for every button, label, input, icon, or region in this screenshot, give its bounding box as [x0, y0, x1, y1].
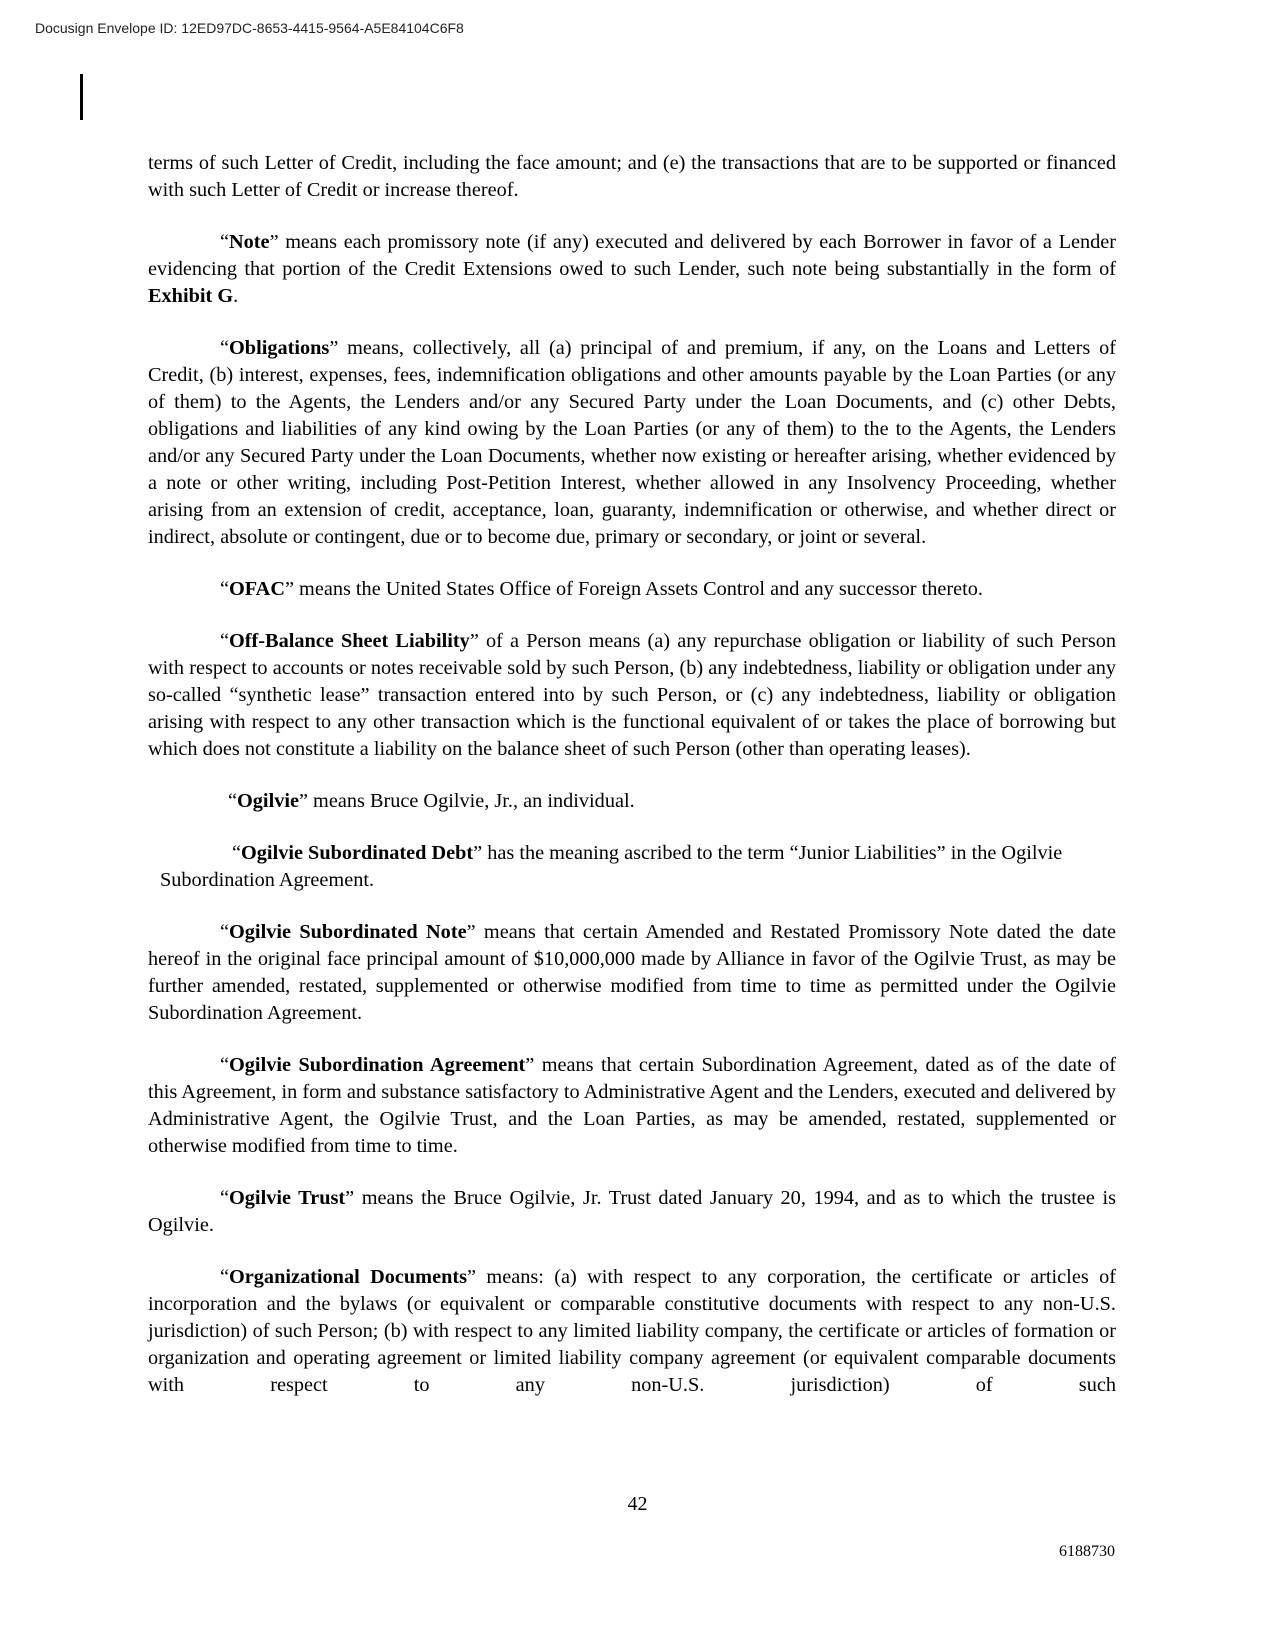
open-quote: “	[220, 1187, 230, 1209]
open-quote: “	[220, 231, 230, 253]
defined-term: Ogilvie	[237, 790, 299, 812]
document-body	[148, 150, 1116, 1399]
definition-text: ” means the United States Office of Foreign Assets Control and any successor thereto.	[284, 578, 984, 600]
defined-term: Note	[229, 231, 270, 253]
definition-ogilvie-subordinated-note	[148, 919, 1116, 1027]
defined-term: Ogilvie Subordination Agreement	[229, 1054, 526, 1076]
open-quote: “	[220, 1266, 230, 1288]
definition-obligations	[148, 335, 1116, 551]
defined-term: Off-Balance Sheet Liability	[229, 630, 470, 652]
definition-text: ” means: (a) with respect to any corporation, the certificate or articles of incorporation and the bylaws (or equivalent or comparable constitutive documents with respect to any non-U.S. jurisdiction) of such Person; (b) with respect to any limited liability company, the certificate or articles of formation or organization and operating agreement or limited liability company agreement (or equivalent comparable documents with respect to any non-U.S. jurisdiction) of such	[148, 1266, 1117, 1396]
definition-text: ” means that certain Subordination Agreement, dated as of the date of this Agreement, in form and substance satisfactory to Administrative Agent and the Lenders, executed and delivered by Administrative Agent, the Ogilvie Trust, and the Loan Parties, as may be amended, restated, supplemented or otherwise modified from time to time.	[148, 1054, 1116, 1157]
paragraph-text: terms of such Letter of Credit, including the face amount; and (e) the transactions that are to be supported or financed with such Letter of Credit or increase thereof.	[148, 152, 1116, 201]
definition-text: ” means, collectively, all (a) principal of and premium, if any, on the Loans and Letters of Credit, (b) interest, expenses, fees, indemnification obligations and other amounts payable by the Loan Parties (or any of them) to the Agents, the Lenders and/or any Secured Party under the Loan Documents, and (c) other Debts, obligations and liabilities of any kind owing by the Loan Parties (or any of them) to the to the Agents, the Lenders and/or any Secured Party under the Loan Documents, whether now existing or hereafter arising, whether evidenced by a note or other writing, including Post-Petition Interest, whether allowed in any Insolvency Proceeding, whether arising from an extension of credit, acceptance, loan, guaranty, indemnification or otherwise, and whether direct or indirect, absolute or contingent, due or to become due, primary or secondary, or joint or several.	[148, 337, 1116, 548]
open-quote: “	[220, 921, 230, 943]
definition-text: ” has the meaning ascribed to the term “Junior Liabilities” in the Ogilvie Subordination Agreement.	[160, 842, 1063, 891]
definition-ogilvie	[148, 788, 1116, 815]
open-quote: “	[220, 337, 230, 359]
docusign-envelope-id: Docusign Envelope ID: 12ED97DC-8653-4415-9564-A5E84104C6F8	[35, 20, 464, 36]
open-quote: “	[232, 842, 242, 864]
definition-text: ” means Bruce Ogilvie, Jr., an individual.	[298, 790, 635, 812]
defined-term: OFAC	[229, 578, 285, 600]
definition-text: ” of a Person means (a) any repurchase obligation or liability of such Person with respect to accounts or notes receivable sold by such Person, (b) any indebtedness, liability or obligation under any so-called “synthetic lease” transaction entered into by such Person, or (c) any indebtedness, liability or obligation arising with respect to any other transaction which is the functional equivalent of or takes the place of borrowing but which does not constitute a liability on the balance sheet of such Person (other than operating leases).	[148, 630, 1116, 760]
definition-ofac	[148, 576, 1116, 603]
defined-term: Ogilvie Subordinated Debt	[241, 842, 474, 864]
page-number: 42	[627, 1493, 648, 1515]
defined-term: Ogilvie Trust	[229, 1187, 346, 1209]
paragraph-continuation	[148, 150, 1116, 204]
definition-end: .	[233, 285, 239, 307]
defined-term: Organizational Documents	[229, 1266, 468, 1288]
open-quote: “	[220, 1054, 230, 1076]
definition-ogilvie-subordinated-debt	[160, 840, 1116, 894]
defined-term: Obligations	[229, 337, 330, 359]
open-quote: “	[220, 630, 230, 652]
open-quote: “	[228, 790, 238, 812]
document-id: 6188730	[1059, 1543, 1115, 1560]
definition-note	[148, 229, 1116, 310]
definition-ogilvie-subordination-agreement	[148, 1052, 1116, 1160]
definition-text: ” means the Bruce Ogilvie, Jr. Trust dated January 20, 1994, and as to which the trustee is Ogilvie.	[148, 1187, 1116, 1236]
revision-change-bar	[80, 74, 83, 120]
definition-text: ” means each promissory note (if any) executed and delivered by each Borrower in favor of a Lender evidencing that portion of the Credit Extensions owed to such Lender, such note being substantially in the form of	[148, 231, 1116, 280]
definition-off-balance-sheet-liability	[148, 628, 1116, 763]
definition-text: ” means that certain Amended and Restated Promissory Note dated the date hereof in the original face principal amount of $10,000,000 made by Alliance in favor of the Ogilvie Trust, as may be further amended, restated, supplemented or otherwise modified from time to time as permitted under the Ogilvie Subordination Agreement.	[148, 921, 1116, 1024]
defined-term: Ogilvie Subordinated Note	[229, 921, 467, 943]
open-quote: “	[220, 578, 230, 600]
definition-ogilvie-trust	[148, 1185, 1116, 1239]
definition-organizational-documents	[148, 1264, 1116, 1399]
exhibit-reference: Exhibit G	[148, 285, 234, 307]
